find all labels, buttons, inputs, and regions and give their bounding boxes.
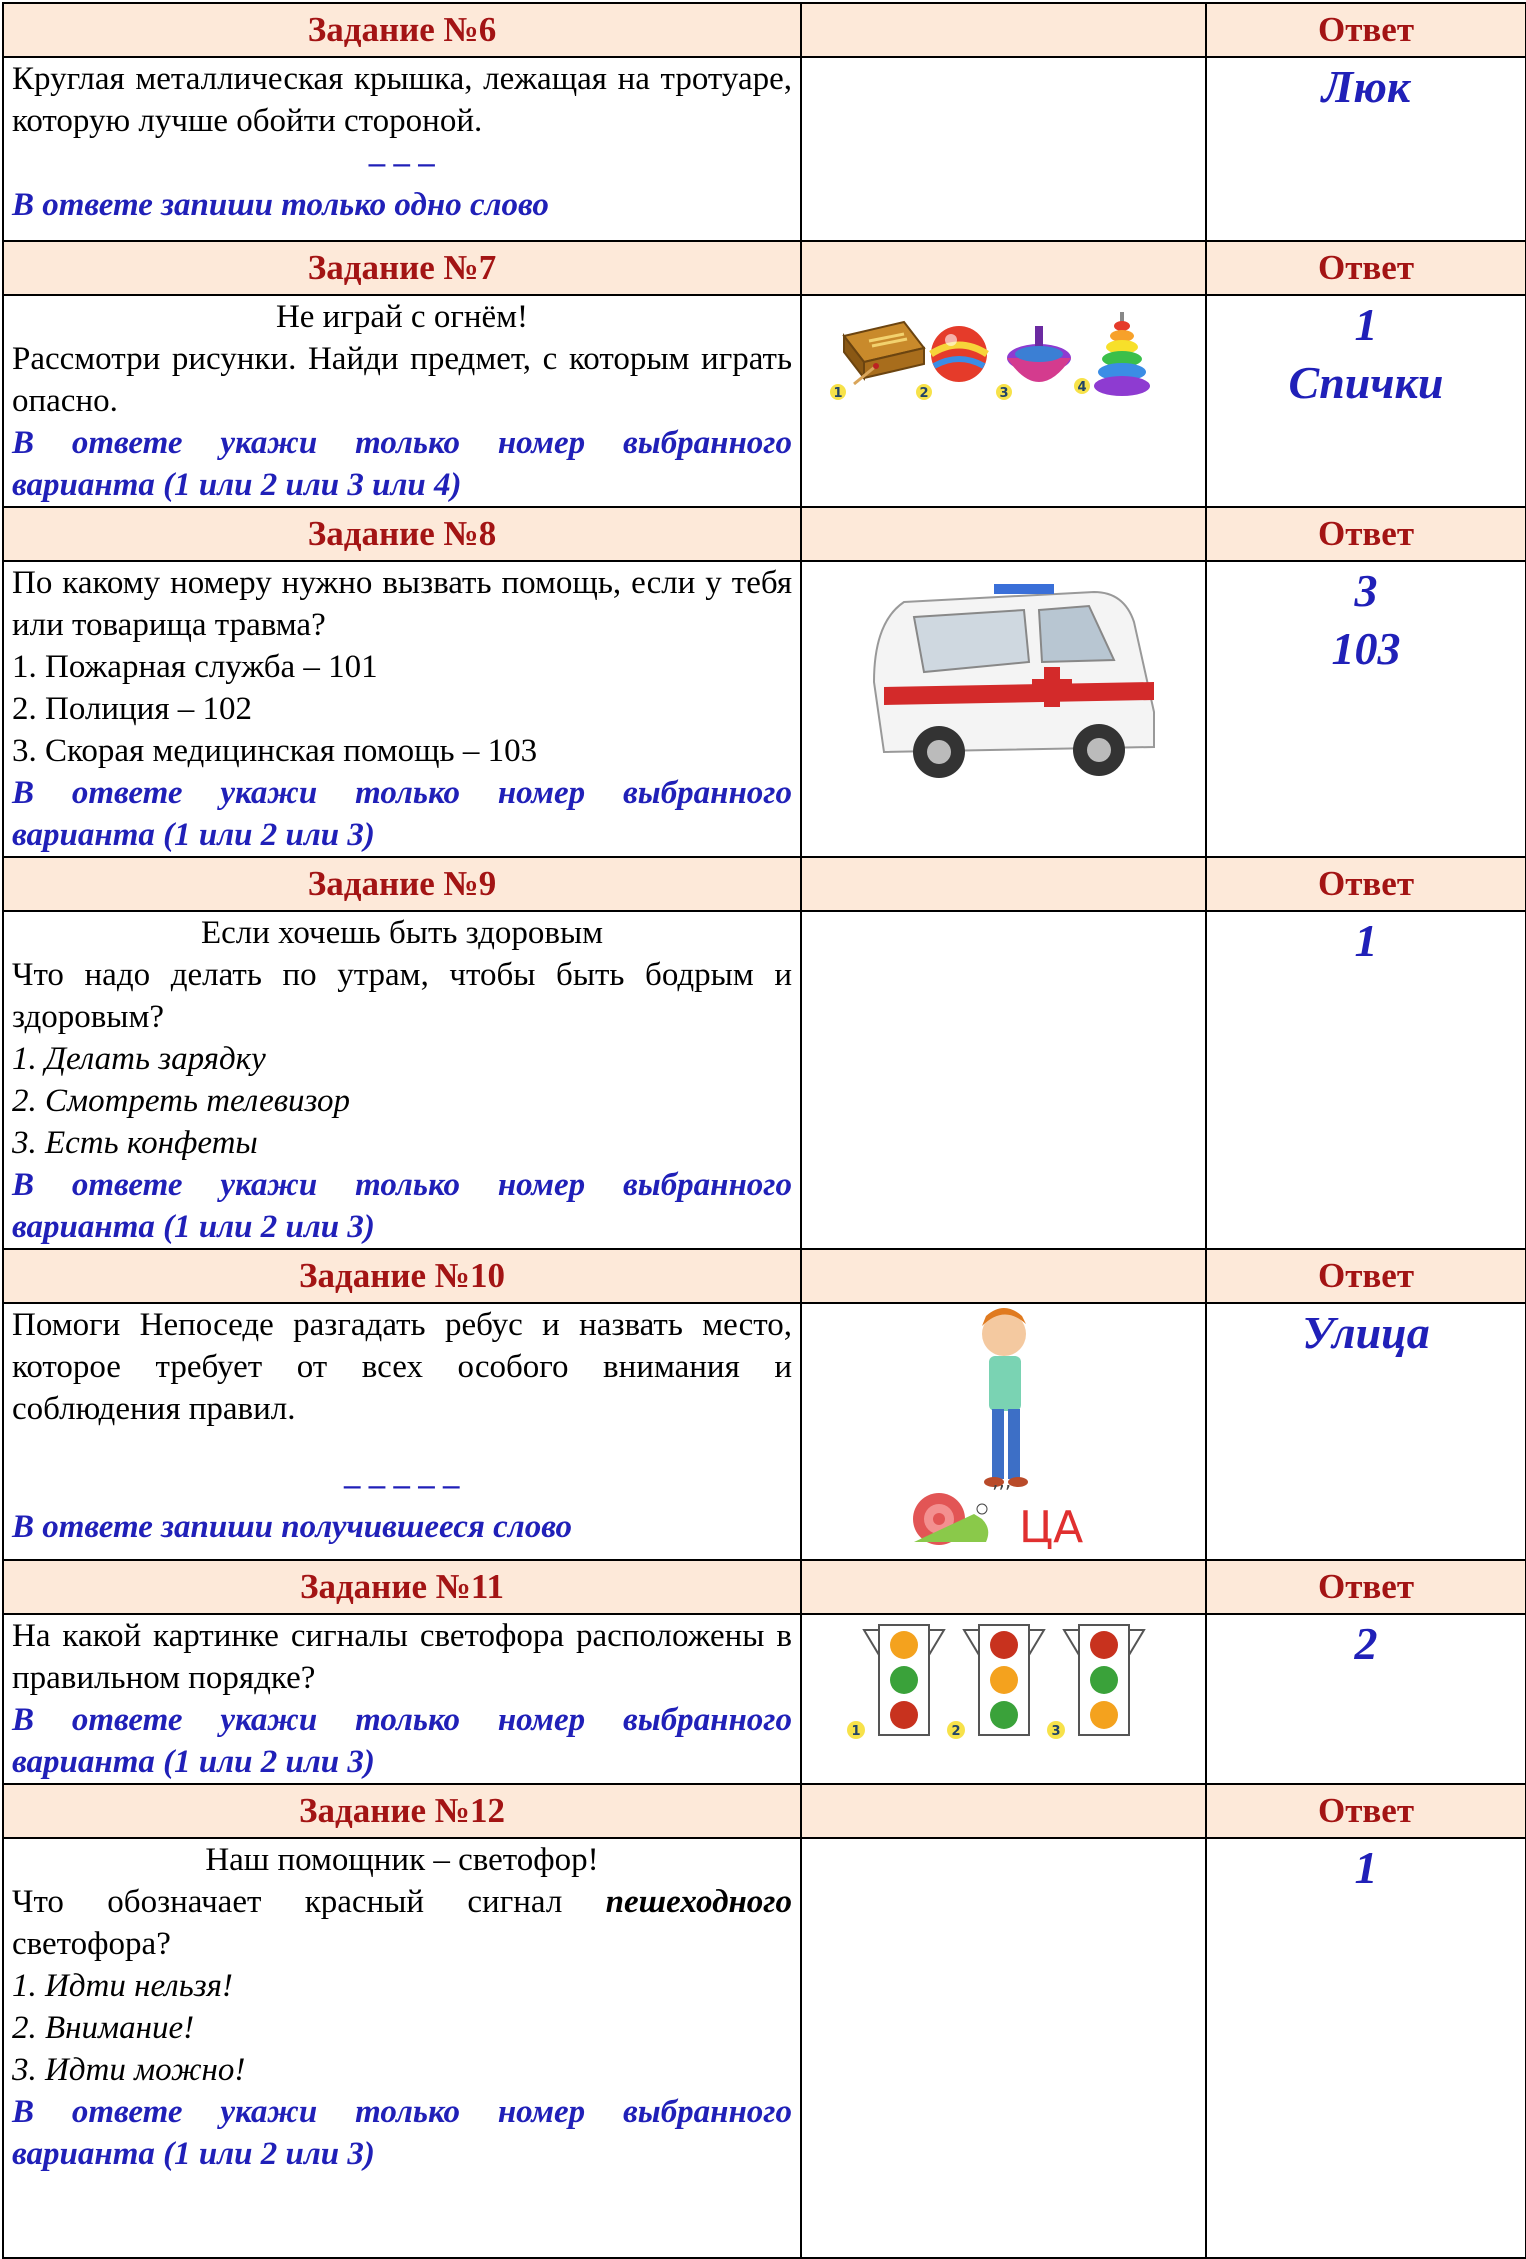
- answer-dashes: – – –: [369, 145, 435, 181]
- task-7-subtitle: Не играй с огнём!: [275, 299, 529, 335]
- task-9-body: [3, 911, 801, 1249]
- traffic-light-1-icon: [864, 1625, 944, 1735]
- question-text: Что обозначает красный сигнал: [12, 1884, 606, 1920]
- answer-line: 1: [1354, 1842, 1378, 1893]
- task-8-answer: [1206, 561, 1526, 857]
- spinning-top-icon: [1007, 326, 1071, 382]
- task-9-header: [3, 857, 1526, 911]
- answer-line: 2: [1354, 1618, 1378, 1669]
- ball-icon: [931, 326, 987, 382]
- question-text: светофора?: [12, 1926, 171, 1962]
- task-10-answer: [1206, 1303, 1526, 1560]
- task-12-header: [3, 1784, 1526, 1838]
- task-11-row: [3, 1614, 1526, 1784]
- task-9-question: Что надо делать по утрам, чтобы быть бодрым и здоровым?: [12, 957, 792, 1035]
- option-2: 2. Полиция – 102: [12, 691, 253, 727]
- task-9-subtitle: Если хочешь быть здоровым: [200, 915, 604, 951]
- answer-header: Ответ: [1206, 1560, 1526, 1614]
- answer-line: 1: [1354, 915, 1378, 966]
- option-label-1: 1: [832, 386, 843, 401]
- option-2: 2. Внимание!: [12, 2010, 195, 2046]
- task-12-row: [3, 1838, 1526, 2258]
- rebus-commas: ’’’: [991, 1481, 1011, 1505]
- stacking-pyramid-icon: [1094, 312, 1150, 396]
- option-label-3: 3: [998, 386, 1009, 401]
- task-7-question: Рассмотри рисунки. Найди предмет, с которым играть опасно.: [12, 341, 792, 419]
- task-7-row: [3, 295, 1526, 507]
- answer-line: 3: [1354, 565, 1378, 616]
- matchbox-icon: [844, 322, 924, 384]
- snail-icon: [913, 1493, 988, 1545]
- task-12-answer: [1206, 1838, 1526, 2258]
- answer-header: Ответ: [1206, 857, 1526, 911]
- rebus-image: [801, 1303, 1206, 1560]
- answer-dashes: – – – – –: [344, 1467, 460, 1503]
- task-8-question: По какому номеру нужно вызвать помощь, если у тебя или товарища травма?: [12, 565, 792, 643]
- answer-line: 103: [1331, 623, 1401, 674]
- task-8-title: Задание №8: [3, 507, 801, 561]
- task-9-note: В ответе укажи только номер выбранного варианта (1 или 2 или 3): [12, 1167, 792, 1245]
- task-6-header: [3, 3, 1526, 57]
- rebus-illustration: [894, 1304, 1114, 1554]
- task-11-header: [3, 1560, 1526, 1614]
- answer-header: Ответ: [1206, 1249, 1526, 1303]
- option-label-1: 1: [850, 1724, 861, 1739]
- task-7-body: [3, 295, 801, 507]
- option-3: 3. Идти можно!: [12, 2052, 246, 2088]
- task-7-answer: [1206, 295, 1526, 507]
- emphasis-word: пешеходного: [605, 1884, 792, 1920]
- task-10-row: [3, 1303, 1526, 1560]
- option-label-4: 4: [1076, 380, 1087, 395]
- option-label-3: 3: [1050, 1724, 1061, 1739]
- answer-header: Ответ: [1206, 241, 1526, 295]
- option-1: 1. Идти нельзя!: [12, 1968, 233, 2004]
- task-8-header: [3, 507, 1526, 561]
- answer-line: Спички: [1288, 357, 1444, 408]
- answer-line: Люк: [1321, 61, 1411, 112]
- answer-header: Ответ: [1206, 1784, 1526, 1838]
- task-12-note: В ответе укажи только номер выбранного варианта (1 или 2 или 3): [12, 2094, 792, 2172]
- option-label-2: 2: [950, 1724, 961, 1739]
- task-11-note: В ответе укажи только номер выбранного варианта (1 или 2 или 3): [12, 1702, 792, 1780]
- task-11-answer: [1206, 1614, 1526, 1784]
- ambulance-image: [801, 561, 1206, 857]
- toys-illustration: [824, 296, 1184, 406]
- option-3: 3. Скорая медицинская помощь – 103: [12, 733, 538, 769]
- task-6-title: Задание №6: [3, 3, 801, 57]
- quiz-table: [2, 2, 1526, 2259]
- task-7-title: Задание №7: [3, 241, 801, 295]
- task-8-row: [3, 561, 1526, 857]
- task-12-subtitle: Наш помощник – светофор!: [205, 1842, 599, 1878]
- traffic-lights-illustration: [834, 1615, 1174, 1745]
- answer-header: Ответ: [1206, 3, 1526, 57]
- option-label-2: 2: [918, 386, 929, 401]
- task-7-note: В ответе укажи только номер выбранного варианта (1 или 2 или 3 или 4): [12, 425, 792, 503]
- boy-icon: [982, 1308, 1028, 1487]
- task-6-note: В ответе запиши только одно слово: [12, 187, 549, 223]
- rebus-letters: ЦА: [1018, 1502, 1083, 1553]
- task-6-question: Круглая металлическая крышка, лежащая на тротуаре, которую лучше обойти стороной.: [12, 61, 792, 139]
- traffic-light-3-icon: [1064, 1625, 1144, 1735]
- answer-line: 1: [1354, 299, 1378, 350]
- task-12-title: Задание №12: [3, 1784, 801, 1838]
- task-10-header: [3, 1249, 1526, 1303]
- task-10-title: Задание №10: [3, 1249, 801, 1303]
- task-10-question: Помоги Непоседе разгадать ребус и назвать место, которое требует от всех особого внимания и соблюдения правил.: [12, 1307, 792, 1427]
- task-11-question: На какой картинке сигналы светофора расположены в правильном порядке?: [12, 1618, 792, 1696]
- task-10-body: [3, 1303, 801, 1560]
- task-11-body: [3, 1614, 801, 1784]
- task-6-body: [3, 57, 801, 241]
- toys-image: [801, 295, 1206, 507]
- task-10-note: В ответе запиши получившееся слово: [12, 1509, 573, 1545]
- option-2: 2. Смотреть телевизор: [12, 1083, 350, 1119]
- option-1: 1. Пожарная служба – 101: [12, 649, 378, 685]
- answer-header: Ответ: [1206, 507, 1526, 561]
- task-7-header: [3, 241, 1526, 295]
- task-12-body: [3, 1838, 801, 2258]
- traffic-lights-image: [801, 1614, 1206, 1784]
- answer-line: Улица: [1302, 1307, 1430, 1358]
- task-9-title: Задание №9: [3, 857, 801, 911]
- option-1: 1. Делать зарядку: [12, 1041, 266, 1077]
- task-9-row: [3, 911, 1526, 1249]
- task-8-note: В ответе укажи только номер выбранного варианта (1 или 2 или 3): [12, 775, 792, 853]
- task-6-answer: [1206, 57, 1526, 241]
- option-3: 3. Есть конфеты: [12, 1125, 258, 1161]
- task-8-body: [3, 561, 801, 857]
- ambulance-icon: [844, 562, 1164, 802]
- task-9-answer: [1206, 911, 1526, 1249]
- task-12-question: [12, 1881, 792, 1965]
- task-11-title: Задание №11: [3, 1560, 801, 1614]
- traffic-light-2-icon: [964, 1625, 1044, 1735]
- task-6-row: [3, 57, 1526, 241]
